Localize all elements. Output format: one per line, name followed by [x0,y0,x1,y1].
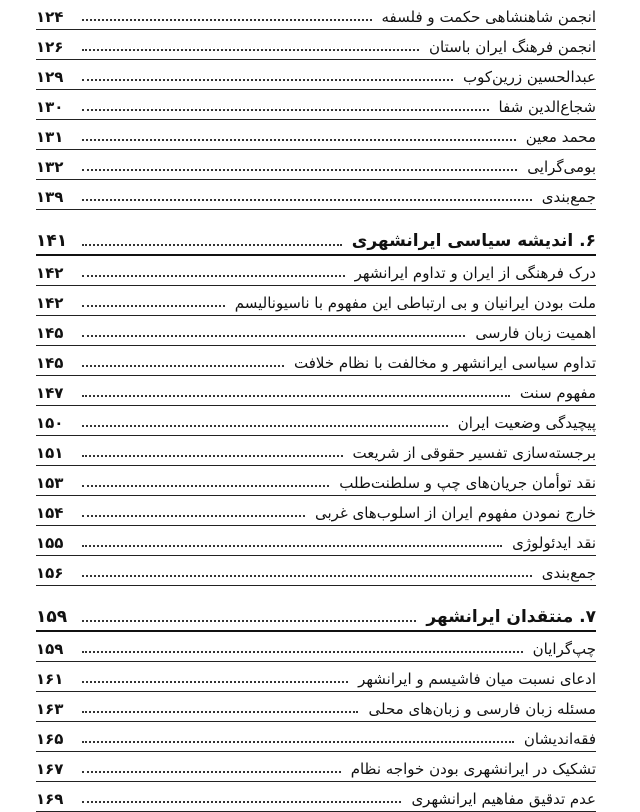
toc-list [36,0,596,812]
toc-entry[interactable] [36,90,596,120]
entry-title: مسئله زبان فارسی و زبان‌های محلی [368,700,596,718]
dot-leader [82,394,510,397]
dot-leader [82,18,372,21]
entry-page-number: ۱۵۳ [36,474,64,492]
entry-title: جمع‌بندی [541,564,596,582]
chapter-page-number: ۱۴۱ [36,231,68,251]
toc-entry[interactable] [36,466,596,496]
entry-page-number: ۱۳۹ [36,188,64,206]
entry-page-number: ۱۶۷ [36,760,64,778]
toc-entry[interactable] [36,436,596,466]
toc-entry[interactable] [36,526,596,556]
toc-entry[interactable] [36,782,596,812]
entry-page-number: ۱۲۴ [36,8,64,26]
dot-leader [82,364,284,367]
toc-entry[interactable] [36,346,596,376]
entry-title: تداوم سیاسی ایرانشهر و مخالفت با نظام خلافت [293,354,596,372]
toc-entry[interactable] [36,632,596,662]
entry-page-number: ۱۴۷ [36,384,64,402]
entry-title: مفهوم سنت [519,384,596,402]
toc-entry[interactable] [36,662,596,692]
entry-page-number: ۱۶۹ [36,790,64,808]
dot-leader [82,544,502,547]
entry-page-number: ۱۵۱ [36,444,64,462]
dot-leader [82,740,514,743]
entry-title: فقه‌اندیشان [523,730,596,748]
toc-entry[interactable] [36,376,596,406]
entry-page-number: ۱۶۵ [36,730,64,748]
entry-title: درک فرهنگی از ایران و تداوم ایرانشهر [354,264,596,282]
entry-title: بومی‌گرایی [527,158,596,176]
entry-title: ملت بودن ایرانیان و بی ارتباطی این مفهوم با ناسیونالیسم [234,294,596,312]
entry-page-number: ۱۲۹ [36,68,64,86]
entry-page-number: ۱۵۰ [36,414,64,432]
toc-entry[interactable] [36,60,596,90]
entry-title: شجاع‌الدین شفا [498,98,596,116]
toc-entry[interactable] [36,496,596,526]
dot-leader [82,424,448,427]
entry-page-number: ۱۳۱ [36,128,64,146]
entry-page-number: ۱۵۴ [36,504,64,522]
toc-entry[interactable] [36,0,596,30]
chapter-page-number: ۱۵۹ [36,607,68,627]
dot-leader [82,78,453,81]
entry-title: جمع‌بندی [541,188,596,206]
entry-title: عبدالحسین زرین‌کوب [463,68,596,86]
dot-leader [82,514,305,517]
dot-leader [82,574,532,577]
entry-page-number: ۱۴۵ [36,324,64,342]
dot-leader [82,680,348,683]
toc-entry[interactable] [36,752,596,782]
dot-leader [82,274,345,277]
dot-leader [82,168,517,171]
dot-leader [82,138,516,141]
entry-title: عدم تدقیق مفاهیم ایرانشهری [411,790,596,808]
entry-title: اهمیت زبان فارسی [475,324,596,342]
section-spacer [36,210,596,222]
dot-leader [82,334,465,337]
entry-title: محمد معین [525,128,596,146]
toc-chapter-heading[interactable] [36,598,596,632]
entry-page-number: ۱۳۲ [36,158,64,176]
entry-title: انجمن شاهنشاهی حکمت و فلسفه [381,8,596,26]
dot-leader [82,304,225,307]
dot-leader [82,454,343,457]
toc-entry[interactable] [36,556,596,586]
toc-entry[interactable] [36,406,596,436]
toc-entry[interactable] [36,30,596,60]
toc-entry[interactable] [36,286,596,316]
dot-leader [82,770,341,773]
entry-page-number: ۱۶۳ [36,700,64,718]
entry-title: تشکیک در ایرانشهری بودن خواجه نظام [350,760,596,778]
entry-title: ادعای نسبت میان فاشیسم و ایرانشهر [358,670,596,688]
entry-page-number: ۱۶۱ [36,670,64,688]
toc-entry[interactable] [36,256,596,286]
section-spacer [36,586,596,598]
toc-chapter-heading[interactable] [36,222,596,256]
entry-page-number: ۱۴۲ [36,294,64,312]
toc-entry[interactable] [36,316,596,346]
toc-entry[interactable] [36,722,596,752]
dot-leader [82,650,523,653]
entry-page-number: ۱۴۲ [36,264,64,282]
chapter-title: ۷. منتقدان ایرانشهر [426,607,596,627]
dot-leader [82,108,489,111]
entry-page-number: ۱۴۵ [36,354,64,372]
dot-leader [82,484,329,487]
dot-leader [82,800,401,803]
entry-title: نقد ایدئولوژی [512,534,596,552]
entry-page-number: ۱۲۶ [36,38,64,56]
toc-entry[interactable] [36,150,596,180]
entry-page-number: ۱۵۶ [36,564,64,582]
dot-leader [82,243,342,246]
dot-leader [82,198,532,201]
toc-entry[interactable] [36,120,596,150]
entry-page-number: ۱۵۵ [36,534,64,552]
dot-leader [82,48,419,51]
entry-title: چپ‌گرایان [532,640,596,658]
entry-title: نقد توأمان جریان‌های چپ و سلطنت‌طلب [339,474,596,492]
entry-title: انجمن فرهنگ ایران باستان [429,38,596,56]
entry-title: خارج نمودن مفهوم ایران از اسلوب‌های غربی [314,504,596,522]
entry-page-number: ۱۳۰ [36,98,64,116]
dot-leader [82,619,416,622]
toc-entry[interactable] [36,692,596,722]
entry-title: برجسته‌سازی تفسیر حقوقی از شریعت [352,444,596,462]
dot-leader [82,710,358,713]
chapter-title: ۶. اندیشه سیاسی ایرانشهری [351,231,596,251]
toc-entry[interactable] [36,180,596,210]
entry-title: پیچیدگی وضعیت ایران [457,414,596,432]
entry-page-number: ۱۵۹ [36,640,64,658]
